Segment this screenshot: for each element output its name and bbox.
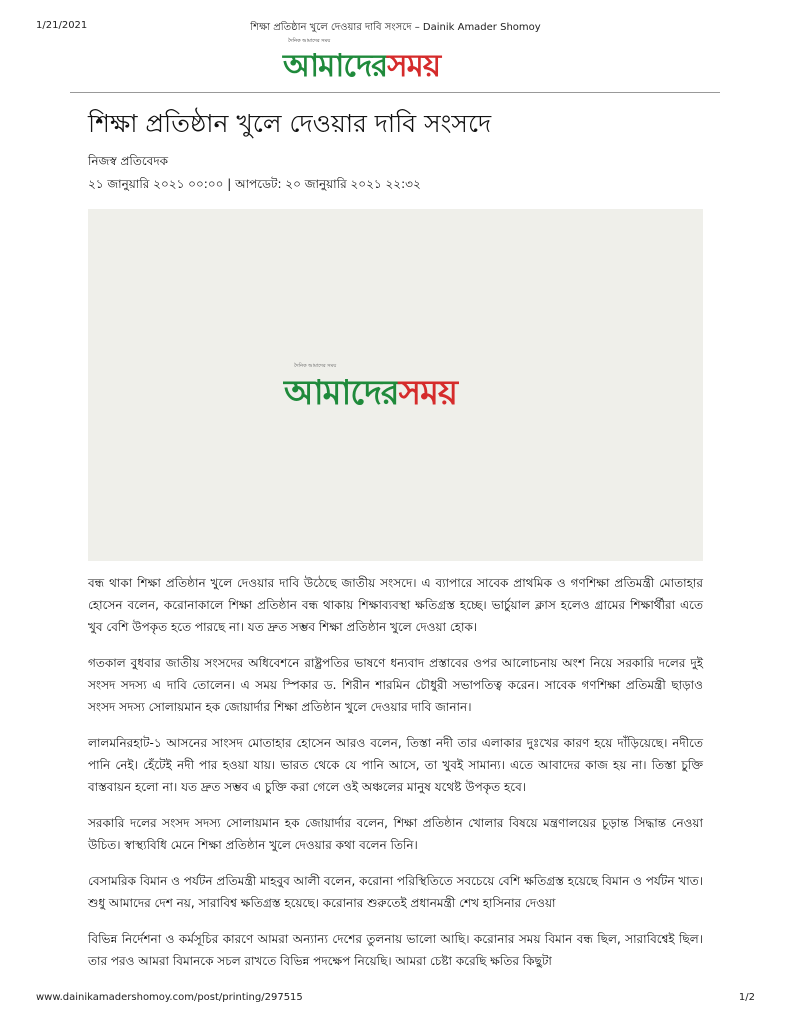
image-logo-wordmark bbox=[284, 367, 457, 424]
article-body bbox=[88, 572, 703, 986]
article-dateline: ২১ জানুয়ারি ২০২১ ০০:০০ | আপডেট: ২০ জানুয়ারি ২০২১ ২২:৩২ bbox=[88, 177, 421, 191]
image-logo-red: সময় bbox=[398, 373, 457, 413]
logo-wordmark-red: সময় bbox=[387, 48, 441, 84]
header-divider bbox=[70, 92, 720, 93]
print-header bbox=[0, 14, 791, 33]
logo-wordmark bbox=[283, 42, 440, 94]
print-url[interactable]: www.dainikamadershomoy.com/post/printing/297515 bbox=[36, 992, 303, 1003]
article-paragraph: বন্ধ থাকা শিক্ষা প্রতিষ্ঠান খুলে দেওয়ার দাবি উঠেছে জাতীয় সংসদে। এ ব্যাপারে সাবেক প্রাথমিক ও গণশিক্ষা প্রতিমন্ত্রী মোতাহার হোসেন বলেন, করোনাকালে শিক্ষা প্রতিষ্ঠান বন্ধ থাকায় শিক্ষাব্যবস্থা ক্ষতিগ্রস্ত হচ্ছে। ভার্চুয়াল ক্লাস হলেও গ্রামের শিক্ষার্থীরা এতে খুব বেশি উপকৃত হতে পারছে না। যত দ্রুত সম্ভব শিক্ষা প্রতিষ্ঠান খুলে দেওয়া হোক। bbox=[88, 576, 703, 634]
article-byline: নিজস্ব প্রতিবেদক bbox=[88, 154, 169, 168]
print-page-title: শিক্ষা প্রতিষ্ঠান খুলে দেওয়ার দাবি সংসদে – Dainik Amader Shomoy bbox=[250, 22, 541, 33]
article-headline: শিক্ষা প্রতিষ্ঠান খুলে দেওয়ার দাবি সংসদে bbox=[88, 109, 492, 138]
article-featured-image bbox=[88, 209, 703, 561]
logo-wordmark-green: আমাদের bbox=[283, 48, 388, 84]
article-paragraph: সরকারি দলের সংসদ সদস্য সোলায়মান হক জোয়ার্দার বলেন, শিক্ষা প্রতিষ্ঠান খোলার বিষয়ে মন্ত্রণালয়ের চূড়ান্ত সিদ্ধান্ত নেওয়া উচিত। স্বাস্থ্যবিধি মেনে শিক্ষা প্রতিষ্ঠান খুলে দেওয়ার কথা বলেন তিনি। bbox=[88, 816, 703, 852]
article-paragraph: লালমনিরহাট-১ আসনের সাংসদ মোতাহার হোসেন আরও বলেন, তিস্তা নদী তার এলাকার দুঃখের কারণ হয়ে দাঁড়িয়েছে। নদীতে পানি নেই। হেঁটেই নদী পার হওয়া যায়। ভারত থেকে যে পানি আসে, তা খুবই সামান্য। এতে আবাদের কাজ হয় না। তিস্তা চুক্তি বাস্তবায়ন হলো না। যত দ্রুত সম্ভব এ চুক্তি করা গেলে ওই অঞ্চলের মানুষ যথেষ্ট উপকৃত হবে। bbox=[88, 736, 703, 794]
article-paragraph: বেসামরিক বিমান ও পর্যটন প্রতিমন্ত্রী মাহবুব আলী বলেন, করোনা পরিস্থিতিতে সবচেয়ে বেশি ক্ষতিগ্রস্ত হয়েছে বিমান ও পর্যটন খাত। শুধু আমাদের দেশ নয়, সারাবিশ্ব ক্ষতিগ্রস্ত হয়েছে। করোনার শুরুতেই প্রধানমন্ত্রী শেখ হাসিনার দেওয়া bbox=[88, 874, 703, 910]
print-date: 1/21/2021 bbox=[36, 20, 88, 31]
article-paragraph: বিভিন্ন নির্দেশনা ও কর্মসূচির কারণে আমরা অন্যান্য দেশের তুলনায় ভালো আছি। করোনার সময় বিমান বন্ধ ছিল, সারাবিশ্বেই ছিল। তার পরও আমরা বিমানকে সচল রাখতে বিভিন্ন পদক্ষেপ নিয়েছি। আমরা চেষ্টা করেছি ক্ষতির কিছুটা bbox=[88, 932, 703, 968]
logo-tagline: দৈনিক আমাদের সময় bbox=[288, 38, 331, 44]
article-paragraph: গতকাল বুধবার জাতীয় সংসদের অধিবেশনে রাষ্ট্রপতির ভাষণে ধন্যবাদ প্রস্তাবের ওপর আলোচনায় অংশ নিয়ে সরকারি দলের দুই সংসদ সদস্য এ দাবি তোলেন। এ সময় স্পিকার ড. শিরীন শারমিন চৌধুরী সভাপতিত্ব করেন। সাবেক গণশিক্ষা প্রতিমন্ত্রী ছাড়াও সংসদ সদস্য সোলায়মান হক জোয়ার্দার শিক্ষা প্রতিষ্ঠান খুলে দেওয়ার দাবি জানান। bbox=[88, 656, 703, 714]
site-logo[interactable] bbox=[0, 38, 791, 84]
page-number: 1/2 bbox=[738, 992, 755, 1003]
image-logo-green: আমাদের bbox=[284, 373, 399, 413]
image-logo-tagline: দৈনিক আমাদের সময় bbox=[294, 363, 337, 369]
